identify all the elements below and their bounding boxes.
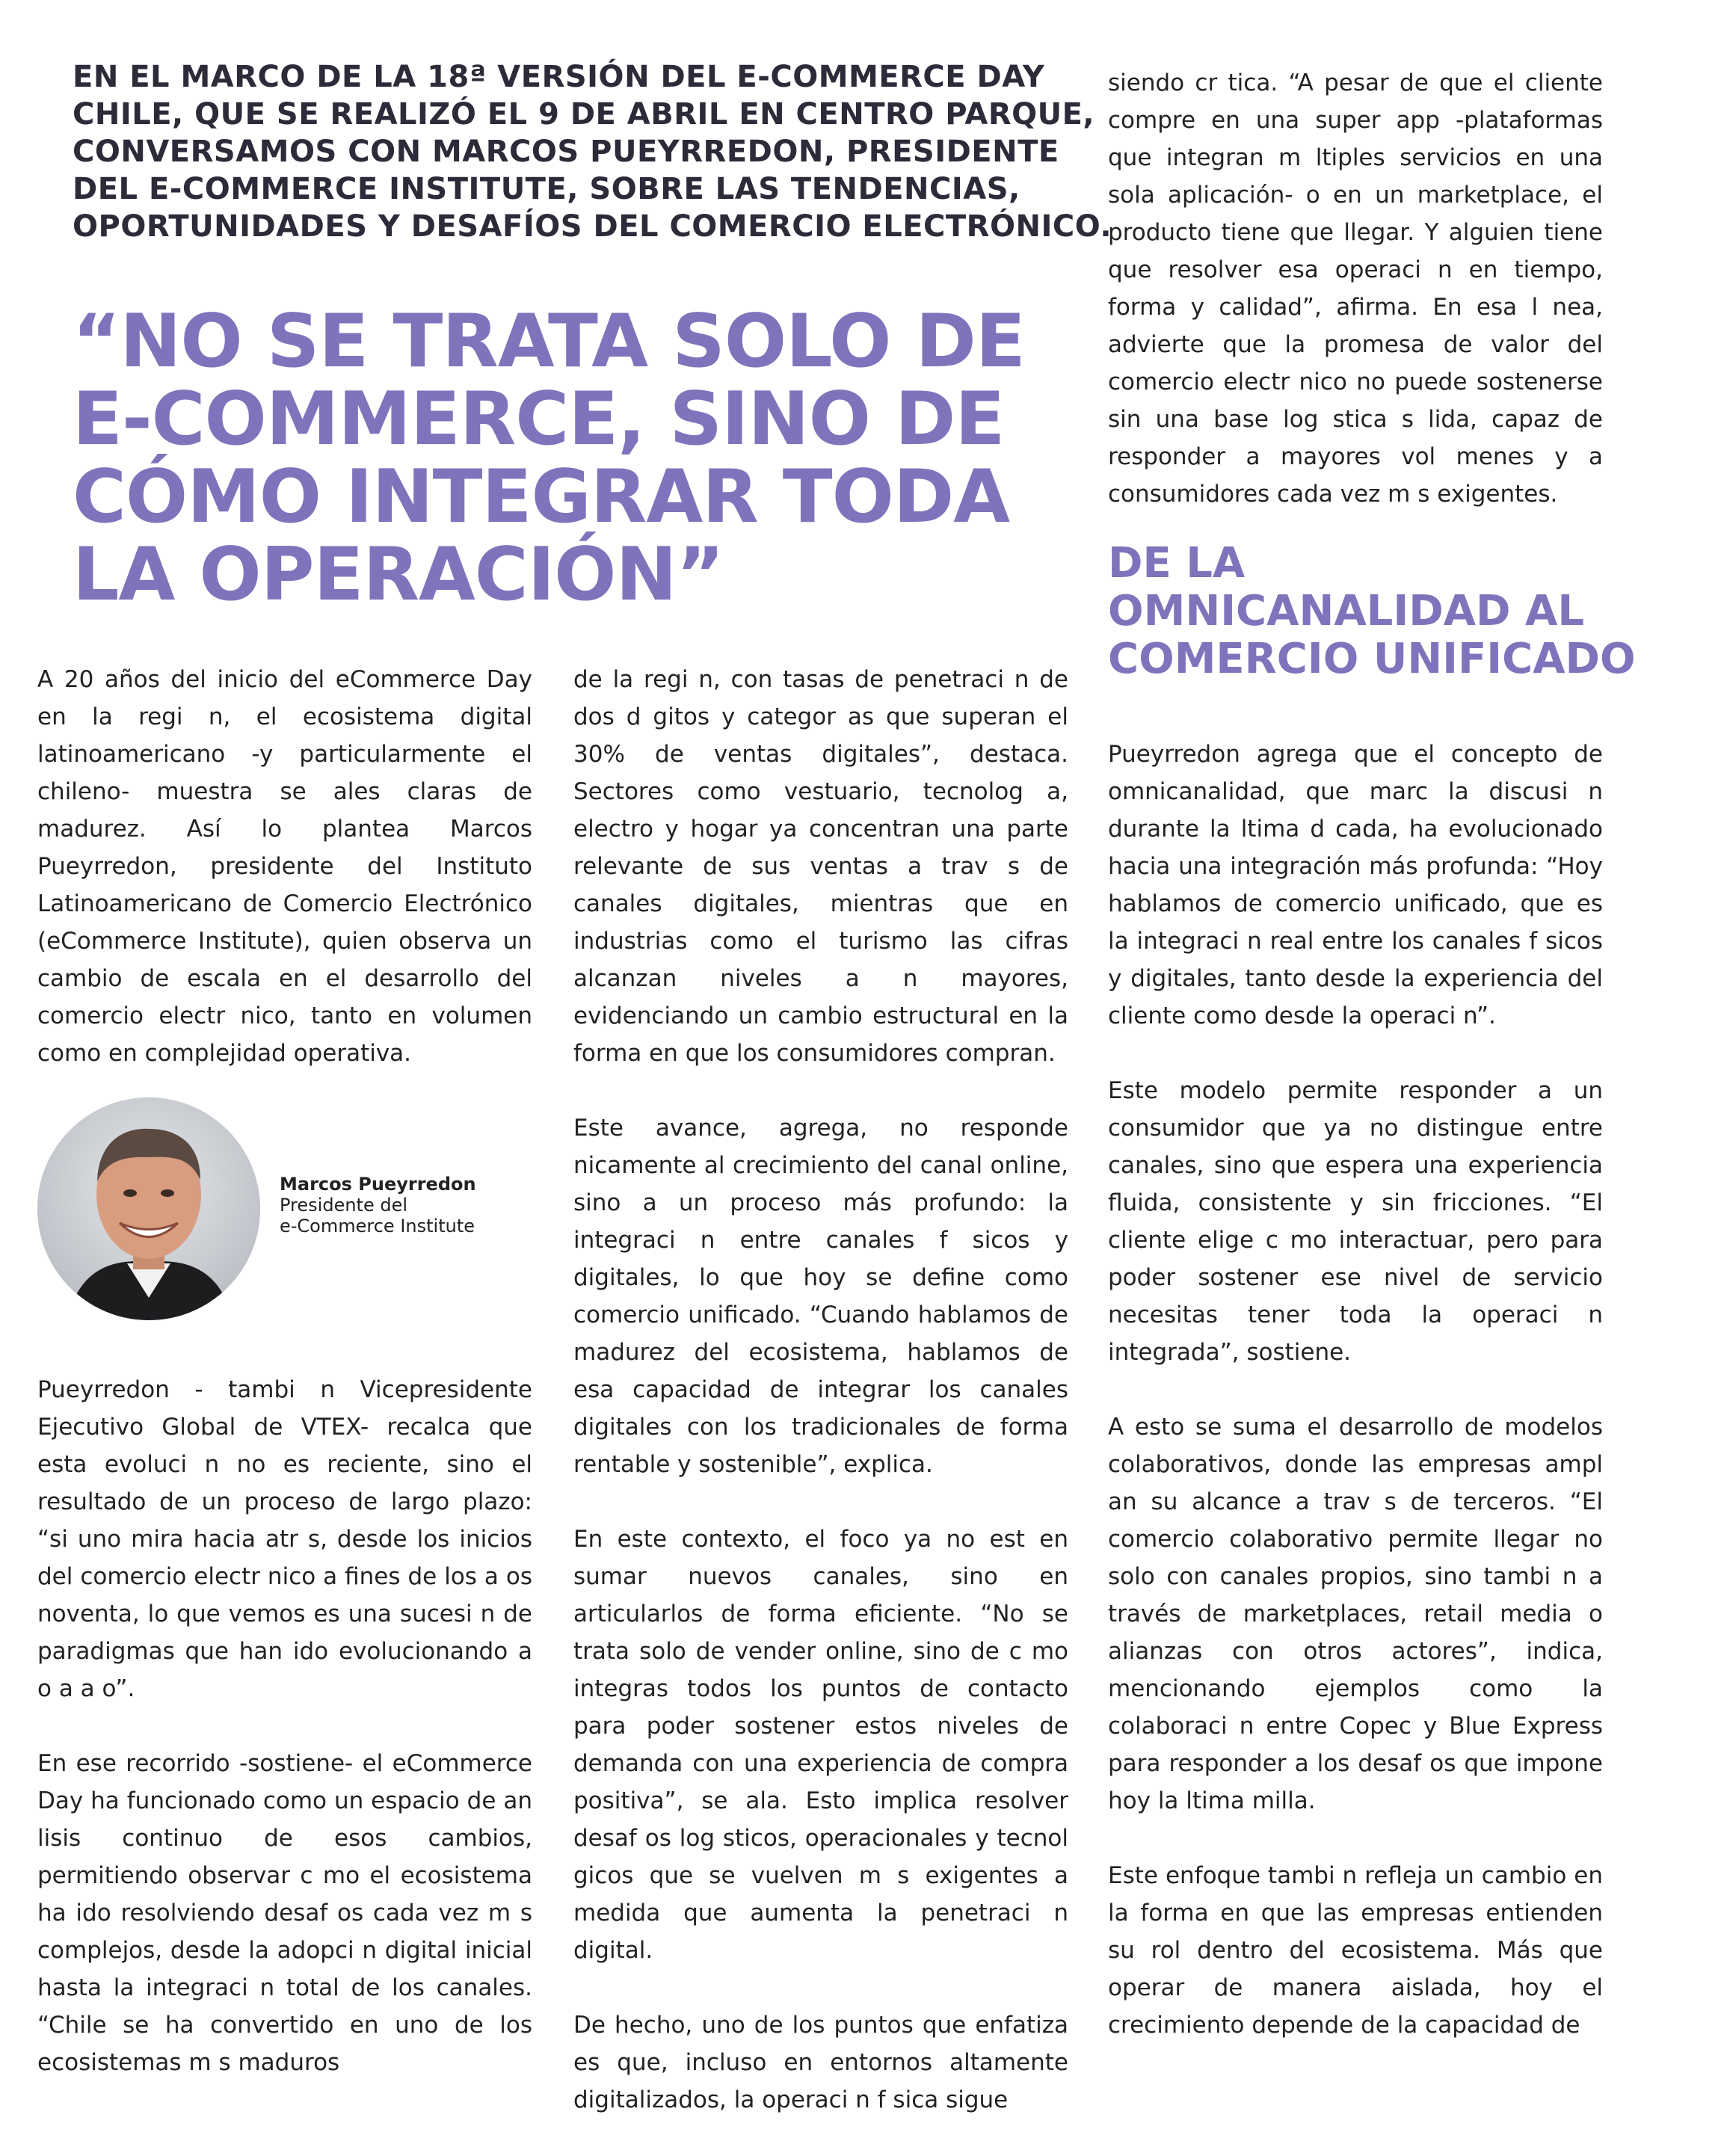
body-paragraph: En este contexto, el foco ya no est en sumar nuevos canales, sino en articularlos de forma eficiente. “No se trata solo de vender online, sino de c mo integras todos los puntos de contacto para poder sostener estos niveles de demanda con una experiencia de compra positiva”, se ala. Esto implica resolver desaf os log sticos, operacionales y tecnol gicos que se vuelven m s exigentes a medida que aumenta la penetraci n digital. — [573, 1526, 1068, 1964]
profile-photo — [37, 1097, 260, 1320]
column-2 — [573, 661, 1068, 2156]
body-paragraph: Este avance, agrega, no responde nicamente al crecimiento del canal online, sino a un proceso más profundo: la integraci n entre canales f sicos y digitales, lo que hoy se define como comercio unificado. “Cuando hablamos de madurez del ecosistema, hablamos de esa capacidad de integrar los canales digitales con los tradicionales de forma rentable y sostenible”, explica. — [573, 1115, 1068, 1478]
portrait-image — [37, 1097, 260, 1320]
article-lede — [73, 58, 1112, 245]
lede-line: CHILE, QUE SE REALIZÓ EL 9 DE ABRIL EN CENTRO PARQUE, — [73, 97, 1095, 132]
body-paragraph: Pueyrredon agrega que el concepto de omnicanalidad, que marc la discusi n durante la ltima d cada, ha evolucionado hacia una integración más profunda: “Hoy hablamos de comercio unificado, que es la integraci n real entre los canales f sicos y digitales, tanto desde la experiencia del cliente como desde la operaci n”. — [1108, 741, 1603, 1029]
lede-line: CONVERSAMOS CON MARCOS PUEYRREDON, PRESIDENTE — [73, 135, 1059, 169]
subheading-line: DE LA — [1108, 539, 1246, 588]
profile-caption — [280, 1174, 519, 1236]
body-paragraph: siendo cr tica. “A pesar de que el cliente compre en una super app -plataformas que integran m ltiples servicios en una sola aplicación- o en un marketplace, el producto tiene que llegar. Y alguien tiene que resolver esa operaci n en tiempo, forma y calidad”, afirma. En esa l nea, advierte que la promesa de valor del comercio electr nico no puede sostenerse sin una base log stica s lida, capaz de responder a mayores vol menes y a consumidores cada vez m s exigentes. — [1108, 70, 1603, 508]
column-1-top — [37, 661, 532, 1109]
headline-line: “NO SE TRATA SOLO DE — [73, 299, 1025, 384]
subheading-line: COMERCIO UNIFICADO — [1108, 635, 1636, 683]
body-paragraph: En ese recorrido -sostiene- el eCommerce Day ha funcionado como un espacio de an lisis continuo de esos cambios, permitiendo observar c mo el ecosistema ha ido resolviendo desaf os cada vez m s complejos, desde la adopci n digital inicial hasta la integraci n total de los canales. “Chile se ha convertido en uno de los ecosistemas m s maduros — [37, 1750, 532, 2076]
section-subheading — [1108, 540, 1646, 683]
body-paragraph: A 20 años del inicio del eCommerce Day en la regi n, el ecosistema digital latinoamericano -y particularmente el chileno- muestra se ales claras de madurez. Así lo plantea Marcos Pueyrredon, presidente del Instituto Latinoamericano de Comercio Electrónico (eCommerce Institute), quien observa un cambio de escala en el desarrollo del comercio electr nico, tanto en volumen como en complejidad operativa. — [37, 666, 532, 1067]
lede-line: DEL E-COMMERCE INSTITUTE, SOBRE LAS TENDENCIAS, — [73, 172, 1020, 206]
column-3-bottom — [1108, 736, 1603, 2081]
headline-line: CÓMO INTEGRAR TODA — [73, 455, 1010, 540]
profile-role: e-Commerce Institute — [280, 1216, 475, 1236]
headline-line: LA OPERACIÓN” — [73, 532, 724, 617]
subheading-line: OMNICANALIDAD AL — [1108, 587, 1585, 635]
lede-line: EN EL MARCO DE LA 18ª VERSIÓN DEL E-COMMERCE DAY — [73, 60, 1045, 94]
body-paragraph: Este modelo permite responder a un consumidor que ya no distingue entre canales, sino que espera una experiencia fluida, consistente y sin fricciones. “El cliente elige c mo interactuar, pero para poder sostener ese nivel de servicio necesitas tener toda la operaci n integrada”, sostiene. — [1108, 1077, 1603, 1366]
lede-line: OPORTUNIDADES Y DESAFÍOS DEL COMERCIO ELECTRÓNICO. — [73, 209, 1112, 244]
article-headline — [73, 299, 1044, 617]
headline-line: E-COMMERCE, SINO DE — [73, 377, 1005, 462]
profile-role: Presidente del — [280, 1195, 408, 1216]
body-paragraph: De hecho, uno de los puntos que enfatiza es que, incluso en entornos altamente digitalizados, la operaci n f sica sigue — [573, 2012, 1068, 2113]
body-paragraph: Pueyrredon - tambi n Vicepresidente Ejecutivo Global de VTEX- recalca que esta evoluci n no es reciente, sino el resultado de un proceso de largo plazo: “si uno mira hacia atr s, desde los inicios del comercio electr nico a fines de los a os noventa, lo que vemos es una sucesi n de paradigmas que han ido evolucionando a o a a o”. — [37, 1376, 532, 1702]
profile-name: Marcos Pueyrredon — [280, 1174, 476, 1195]
column-1-bottom — [37, 1371, 532, 2119]
body-paragraph: A esto se suma el desarrollo de modelos colaborativos, donde las empresas ampl an su alcance a trav s de terceros. “El comercio colaborativo permite llegar no solo con canales propios, sino tambi n a través de marketplaces, retail media o alianzas con otros actores”, indica, mencionando ejemplos como la colaboraci n entre Copec y Blue Express para responder a los desaf os que impone hoy la ltima milla. — [1108, 1414, 1603, 1814]
column-3-top — [1108, 64, 1603, 550]
body-paragraph: Este enfoque tambi n refleja un cambio en la forma en que las empresas entienden su rol dentro del ecosistema. Más que operar de manera aislada, hoy el crecimiento depende de la capacidad de — [1108, 1862, 1603, 2039]
body-paragraph: de la regi n, con tasas de penetraci n de dos d gitos y categor as que superan el 30% de ventas digitales”, destaca. Sectores como vestuario, tecnolog a, electro y hogar ya concentran una parte relevante de sus ventas a trav s de canales digitales, mientras que en industrias como el turismo las cifras alcanzan niveles a n mayores, evidenciando un cambio estructural en la forma en que los consumidores compran. — [573, 666, 1068, 1067]
